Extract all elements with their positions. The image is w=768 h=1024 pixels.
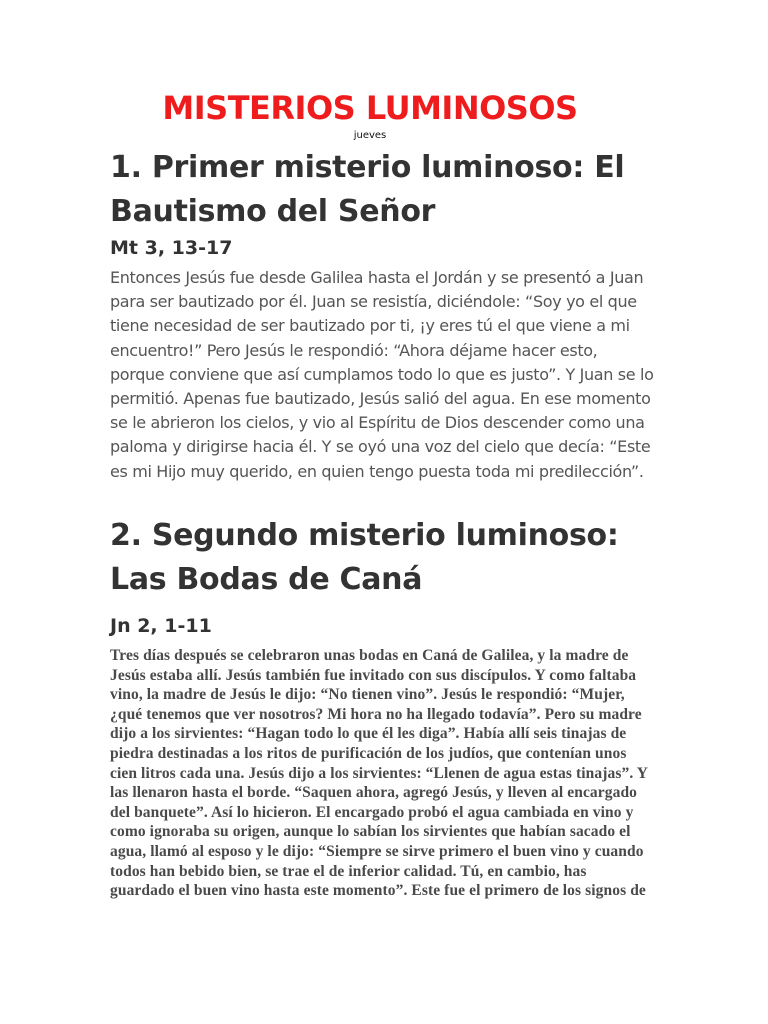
section-2-reference: Jn 2, 1-11 [110, 615, 212, 637]
section-1-heading: 1. Primer misterio luminoso: El Bautismo del Señor [110, 150, 625, 229]
document-subtitle: jueves [353, 130, 387, 141]
section-2-text: Tres días después se celebraron unas bodas en Caná de Galilea, y la madre de Jesús estaba allí. Jesús también fue invitado con sus discípulos. Y como faltaba vino, la madre de Jesús le dijo: “No tienen vino”. Jesús le respondió: “Mujer, ¿qué tenemos que ver nosotros? Mi hora no ha llegado todavía”. Pero su madre dijo a los sirvientes: “Hagan todo lo que él les diga”. Había allí seis tinajas de piedra destinadas a los ritos de purificación de los judíos, que contenían unos cien litros cada una. Jesús dijo a los sirvientes: “Llenen de agua estas tinajas”. Y las llenaron hasta el borde. “Saquen ahora, agregó Jesús, y lleven al encargado del banquete”. Así lo hicieron. El encargado probó el agua cambiada en vino y como ignoraba su origen, aunque lo sabían los sirvientes que habían sacado el agua, llamó al esposo y le dijo: “Siempre se sirve primero el buen vino y cuando todos han bebido bien, se trae el de inferior calidad. Tú, en cambio, has guardado el buen vino hasta este momento”. Este fue el primero de los signos de [110, 647, 648, 900]
section-2-heading: 2. Segundo misterio luminoso: Las Bodas de Caná [110, 518, 619, 597]
section-1-text: Entonces Jesús fue desde Galilea hasta el Jordán y se presentó a Juan para ser bautizado por él. Juan se resistía, diciéndole: “Soy yo el que tiene necesidad de ser bautizado por ti, ¡y eres tú el que viene a mi encuentro!” Pero Jesús le respondió: “Ahora déjame hacer esto, porque conviene que así cumplamos todo lo que es justo”. Y Juan se lo permitió. Apenas fue bautizado, Jesús salió del agua. En ese momento se le abrieron los cielos, y vio al Espíritu de Dios descender como una paloma y dirigirse hacia él. Y se oyó una voz del cielo que decía: “Este es mi Hijo muy querido, en quien tengo puesta toda mi predilección”. [110, 268, 654, 481]
section-1-reference: Mt 3, 13-17 [110, 237, 233, 259]
document-title: MISTERIOS LUMINOSOS [162, 89, 578, 127]
